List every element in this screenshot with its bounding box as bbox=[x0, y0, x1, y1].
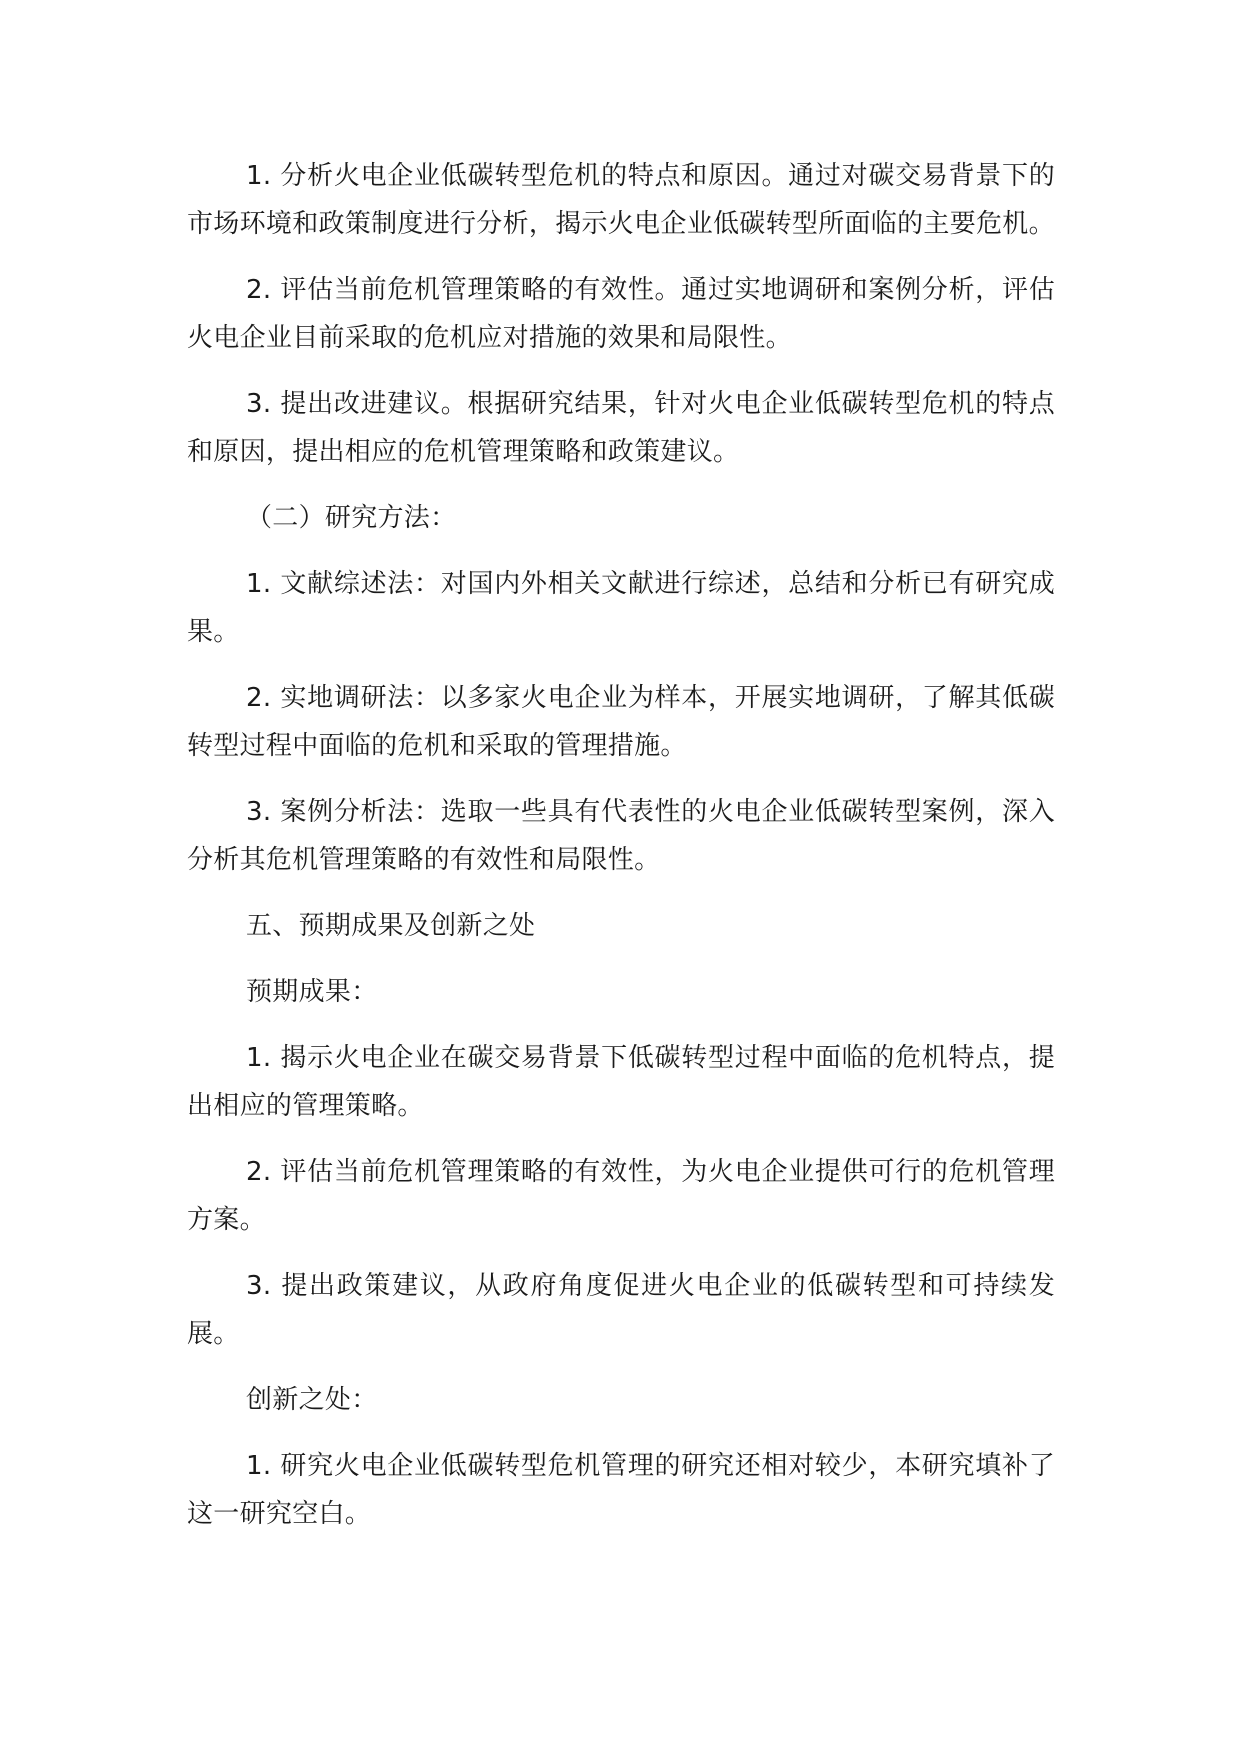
innovation-1-paragraph: 1. 研究火电企业低碳转型危机管理的研究还相对较少，本研究填补了这一研究空白。 bbox=[187, 1451, 1055, 1529]
result-2-paragraph: 2. 评估当前危机管理策略的有效性，为火电企业提供可行的危机管理方案。 bbox=[187, 1157, 1055, 1235]
method-2-paragraph: 2. 实地调研法：以多家火电企业为样本，开展实地调研，了解其低碳转型过程中面临的危机和采取的管理措施。 bbox=[187, 683, 1055, 761]
objective-3-paragraph: 3. 提出改进建议。根据研究结果，针对火电企业低碳转型危机的特点和原因，提出相应的危机管理策略和政策建议。 bbox=[187, 389, 1055, 467]
research-methods-heading: （二）研究方法： bbox=[246, 503, 457, 533]
innovation-heading: 创新之处： bbox=[246, 1385, 378, 1415]
objective-1-paragraph: 1. 分析火电企业低碳转型危机的特点和原因。通过对碳交易背景下的市场环境和政策制度进行分析，揭示火电企业低碳转型所面临的主要危机。 bbox=[187, 161, 1055, 239]
objective-2-paragraph: 2. 评估当前危机管理策略的有效性。通过实地调研和案例分析，评估火电企业目前采取的危机应对措施的效果和局限性。 bbox=[187, 275, 1055, 353]
method-1-paragraph: 1. 文献综述法：对国内外相关文献进行综述，总结和分析已有研究成果。 bbox=[187, 569, 1055, 647]
section-five-heading: 五、预期成果及创新之处 bbox=[246, 911, 536, 941]
document-page bbox=[187, 152, 1055, 1556]
result-3-paragraph: 3. 提出政策建议，从政府角度促进火电企业的低碳转型和可持续发展。 bbox=[187, 1271, 1055, 1349]
method-3-paragraph: 3. 案例分析法：选取一些具有代表性的火电企业低碳转型案例，深入分析其危机管理策略的有效性和局限性。 bbox=[187, 797, 1055, 875]
expected-results-heading: 预期成果： bbox=[246, 977, 378, 1007]
result-1-paragraph: 1. 揭示火电企业在碳交易背景下低碳转型过程中面临的危机特点，提出相应的管理策略。 bbox=[187, 1043, 1055, 1121]
